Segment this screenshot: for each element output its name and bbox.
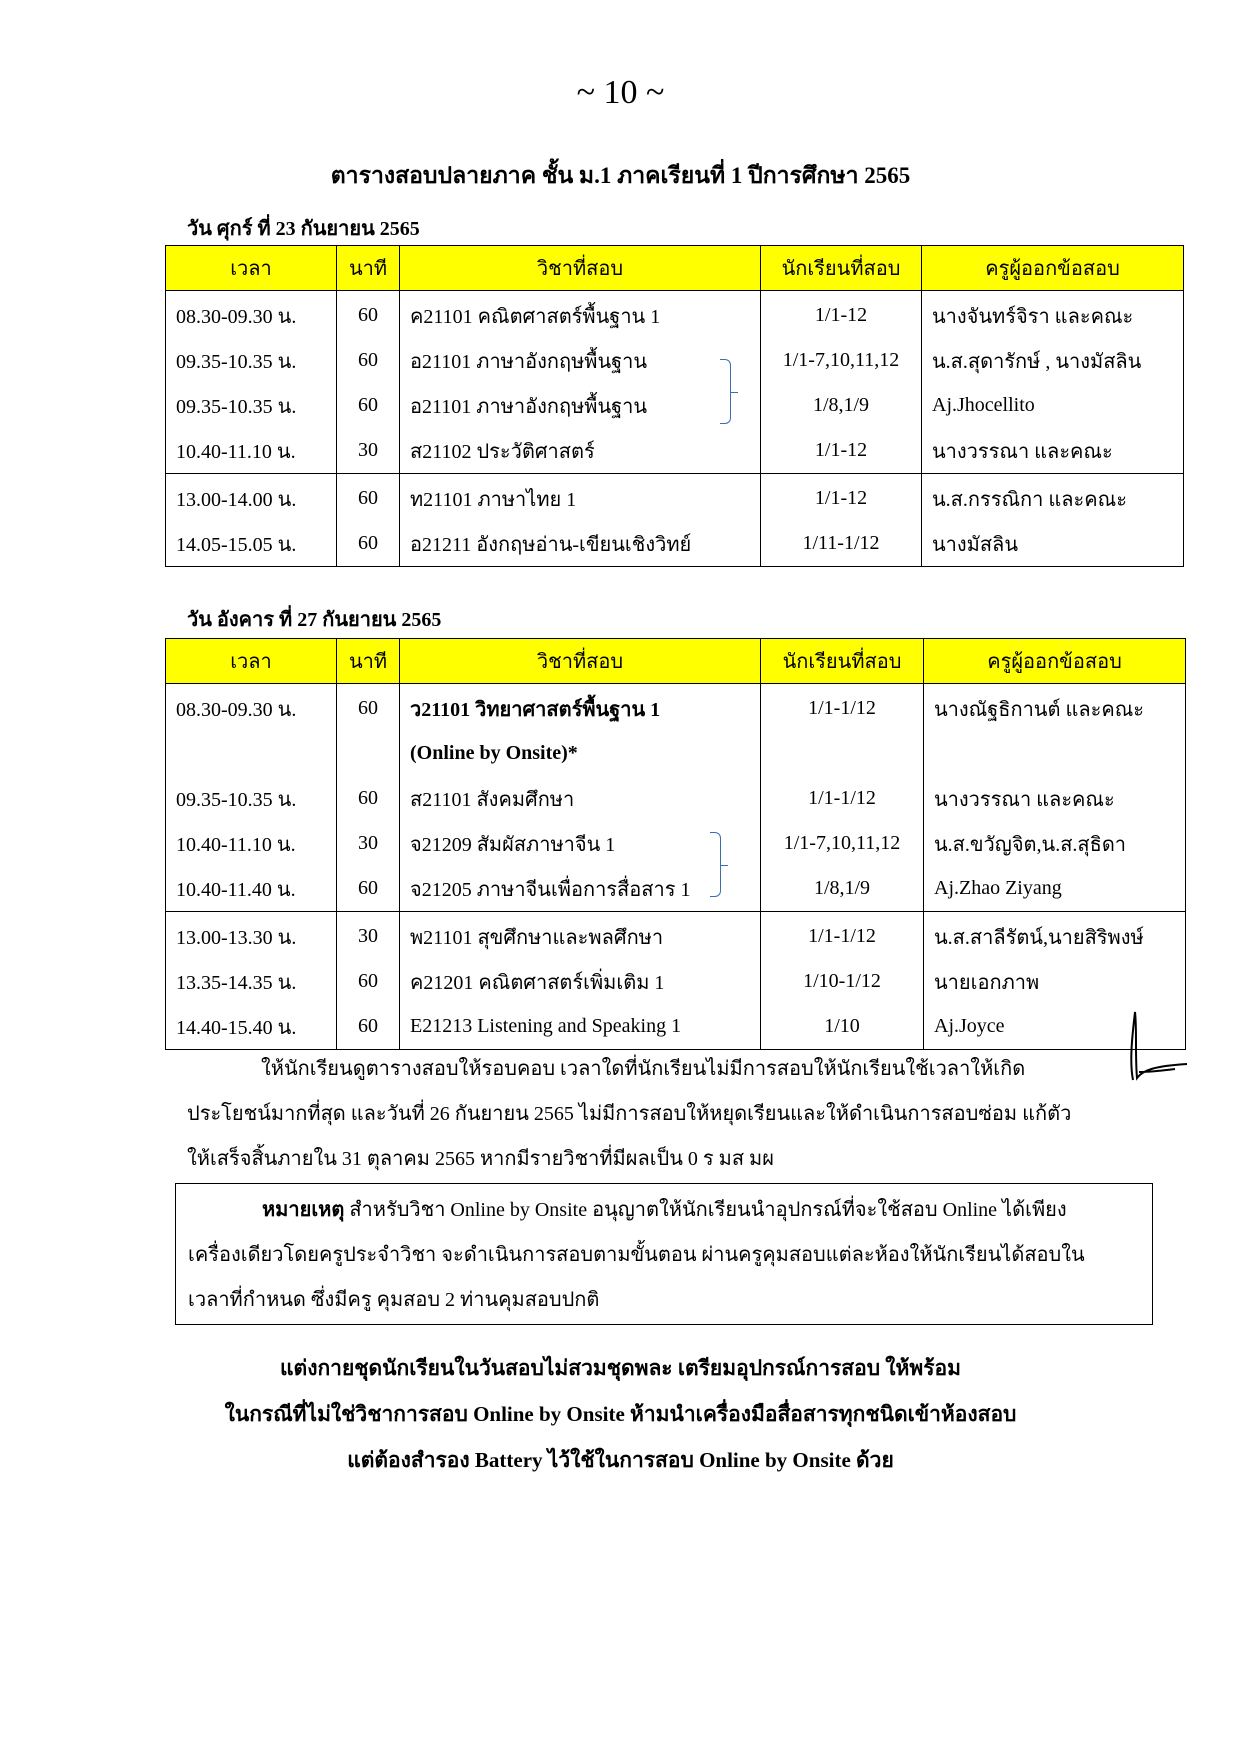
cell-time: 13.00-13.30 น. xyxy=(166,912,337,960)
footer-line: ในกรณีที่ไม่ใช่วิชาการสอบ Online by Onsite ห้ามนำเครื่องมือสื่อสารทุกชนิดเข้าห้องสอบ xyxy=(224,1402,1017,1426)
page-title: ตารางสอบปลายภาค ชั้น ม.1 ภาคเรียนที่ 1 ปีการศึกษา 2565 xyxy=(330,163,911,188)
cell-time: 13.35-14.35 น. xyxy=(166,959,337,1004)
notice-line: ให้เสร็จสิ้นภายใน 31 ตุลาคม 2565 หากมีรายวิชาที่มีผลเป็น 0 ร มส มผ xyxy=(187,1148,774,1170)
cell-cls: 1/1-12 xyxy=(761,474,922,522)
cell-subject: E21213 Listening and Speaking 1 xyxy=(400,1004,761,1050)
cell-min: 60 xyxy=(337,866,400,912)
cell-subject: อ21101 ภาษาอังกฤษพื้นฐาน xyxy=(400,383,761,428)
table-row xyxy=(166,731,1186,776)
table-row xyxy=(166,521,1184,567)
cell-teacher: นางวรรณา และคณะ xyxy=(924,776,1186,821)
cell-cls: 1/8,1/9 xyxy=(761,866,924,912)
cell-cls: 1/1-7,10,11,12 xyxy=(761,821,924,866)
table-row xyxy=(166,912,1186,960)
cell-time xyxy=(166,731,337,776)
notice-line: ให้นักเรียนดูตารางสอบให้รอบคอบ เวลาใดที่นักเรียนไม่มีการสอบให้นักเรียนใช้เวลาให้เกิด xyxy=(261,1058,1026,1080)
cell-teacher: Aj.Jhocellito xyxy=(922,383,1184,428)
remark-box xyxy=(175,1183,1153,1325)
cell-min: 30 xyxy=(337,821,400,866)
column-header: เวลา xyxy=(166,639,337,684)
cell-teacher xyxy=(924,731,1186,776)
notice-paragraph xyxy=(187,1047,1147,1182)
remark-text: เครื่องเดียวโดยครูประจำวิชา จะดำเนินการสอบตามขั้นตอน ผ่านครูคุมสอบแต่ละห้องให้นักเรียนได้สอบใน xyxy=(188,1244,1085,1266)
cell-min: 60 xyxy=(337,338,400,383)
exam-table-day2 xyxy=(165,638,1186,1050)
table-row xyxy=(166,821,1186,866)
table-row xyxy=(166,866,1186,912)
cell-min: 60 xyxy=(337,474,400,522)
column-header: วิชาที่สอบ xyxy=(400,246,761,291)
cell-cls: 1/1-1/12 xyxy=(761,684,924,732)
page-number: ~ 10 ~ xyxy=(576,74,665,111)
cell-subject: ท21101 ภาษาไทย 1 xyxy=(400,474,761,522)
table-row xyxy=(166,959,1186,1004)
table-row xyxy=(166,776,1186,821)
day1-heading: วัน ศุกร์ ที่ 23 กันยายน 2565 xyxy=(187,218,420,240)
footer-notes xyxy=(0,1345,1241,1483)
cell-teacher: นางวรรณา และคณะ xyxy=(922,428,1184,474)
cell-subject: ค21201 คณิตศาสตร์เพิ่มเติม 1 xyxy=(400,959,761,1004)
cell-min: 60 xyxy=(337,776,400,821)
footer-line: แต่งกายชุดนักเรียนในวันสอบไม่สวมชุดพละ เตรียมอุปกรณ์การสอบ ให้พร้อม xyxy=(280,1356,961,1380)
cell-min xyxy=(337,731,400,776)
table-row xyxy=(166,428,1184,474)
cell-subject: ส21101 สังคมศึกษา xyxy=(400,776,761,821)
notice-line: ประโยชน์มากที่สุด และวันที่ 26 กันยายน 2565 ไม่มีการสอบให้หยุดเรียนและให้ดำเนินการสอบซ่อม แก้ตัว xyxy=(187,1103,1072,1125)
cell-time: 10.40-11.40 น. xyxy=(166,866,337,912)
table-row xyxy=(166,291,1184,339)
cell-cls: 1/1-12 xyxy=(761,291,922,339)
cell-teacher: น.ส.กรรณิกา และคณะ xyxy=(922,474,1184,522)
table-row xyxy=(166,338,1184,383)
cell-subject: ว21101 วิทยาศาสตร์พื้นฐาน 1 xyxy=(400,684,761,732)
cell-teacher: น.ส.ขวัญจิต,น.ส.สุธิดา xyxy=(924,821,1186,866)
cell-time: 08.30-09.30 น. xyxy=(166,684,337,732)
cell-time: 10.40-11.10 น. xyxy=(166,428,337,474)
cell-min: 60 xyxy=(337,291,400,339)
column-header: วิชาที่สอบ xyxy=(400,639,761,684)
remark-text: สำหรับวิชา Online by Onsite อนุญาตให้นักเรียนนำอุปกรณ์ที่จะใช้สอบ Online ได้เพียง xyxy=(344,1199,1067,1221)
column-header: ครูผู้ออกข้อสอบ xyxy=(924,639,1186,684)
table-row xyxy=(166,1004,1186,1050)
cell-subject: อ21211 อังกฤษอ่าน-เขียนเชิงวิทย์ xyxy=(400,521,761,567)
cell-cls: 1/1-1/12 xyxy=(761,776,924,821)
cell-min: 60 xyxy=(337,383,400,428)
column-header: นักเรียนที่สอบ xyxy=(761,639,924,684)
cell-teacher: น.ส.สาลีรัตน์,นายสิริพงษ์ xyxy=(924,912,1186,960)
cell-teacher: นางมัสลิน xyxy=(922,521,1184,567)
table-row xyxy=(166,474,1184,522)
cell-time: 10.40-11.10 น. xyxy=(166,821,337,866)
cell-time: 09.35-10.35 น. xyxy=(166,383,337,428)
cell-subject: จ21205 ภาษาจีนเพื่อการสื่อสาร 1 xyxy=(400,866,761,912)
cell-subject: จ21209 สัมผัสภาษาจีน 1 xyxy=(400,821,761,866)
cell-teacher: Aj.Zhao Ziyang xyxy=(924,866,1186,912)
cell-time: 14.40-15.40 น. xyxy=(166,1004,337,1050)
cell-cls: 1/1-7,10,11,12 xyxy=(761,338,922,383)
table-row xyxy=(166,383,1184,428)
cell-time: 14.05-15.05 น. xyxy=(166,521,337,567)
cell-teacher: นางณัฐธิกานต์ และคณะ xyxy=(924,684,1186,732)
cell-cls: 1/10-1/12 xyxy=(761,959,924,1004)
table-row xyxy=(166,684,1186,732)
footer-line: แต่ต้องสำรอง Battery ไว้ใช้ในการสอบ Online by Onsite ด้วย xyxy=(347,1448,894,1472)
remark-text: เวลาที่กำหนด ซึ่งมีครู คุมสอบ 2 ท่านคุมสอบปกติ xyxy=(188,1289,600,1311)
cell-time: 09.35-10.35 น. xyxy=(166,776,337,821)
cell-subject: ส21102 ประวัติศาสตร์ xyxy=(400,428,761,474)
brace-icon xyxy=(710,832,721,897)
cell-time: 13.00-14.00 น. xyxy=(166,474,337,522)
day2-heading: วัน อังคาร ที่ 27 กันยายน 2565 xyxy=(187,609,442,631)
cell-subject: (Online by Onsite)* xyxy=(400,731,761,776)
cell-min: 30 xyxy=(337,428,400,474)
column-header: เวลา xyxy=(166,246,337,291)
cell-min: 60 xyxy=(337,959,400,1004)
cell-cls: 1/1-12 xyxy=(761,428,922,474)
cell-teacher: น.ส.สุดารักษ์ , นางมัสลิน xyxy=(922,338,1184,383)
cell-teacher: Aj.Joyce xyxy=(924,1004,1186,1050)
cell-time: 08.30-09.30 น. xyxy=(166,291,337,339)
cell-cls: 1/1-1/12 xyxy=(761,912,924,960)
cell-cls xyxy=(761,731,924,776)
cell-min: 60 xyxy=(337,1004,400,1050)
cell-cls: 1/10 xyxy=(761,1004,924,1050)
cell-time: 09.35-10.35 น. xyxy=(166,338,337,383)
cell-min: 60 xyxy=(337,521,400,567)
cell-subject: ค21101 คณิตศาสตร์พื้นฐาน 1 xyxy=(400,291,761,339)
cell-min: 30 xyxy=(337,912,400,960)
column-header: นาที xyxy=(337,639,400,684)
cell-cls: 1/11-1/12 xyxy=(761,521,922,567)
cell-teacher: นางจันทร์จิรา และคณะ xyxy=(922,291,1184,339)
cell-cls: 1/8,1/9 xyxy=(761,383,922,428)
column-header: นักเรียนที่สอบ xyxy=(761,246,922,291)
cell-teacher: นายเอกภาพ xyxy=(924,959,1186,1004)
cell-min: 60 xyxy=(337,684,400,732)
remark-label: หมายเหตุ xyxy=(262,1199,345,1221)
brace-icon xyxy=(720,359,731,424)
cell-subject: พ21101 สุขศึกษาและพลศึกษา xyxy=(400,912,761,960)
column-header: นาที xyxy=(337,246,400,291)
exam-table-day1 xyxy=(165,245,1184,567)
cell-subject: อ21101 ภาษาอังกฤษพื้นฐาน xyxy=(400,338,761,383)
column-header: ครูผู้ออกข้อสอบ xyxy=(922,246,1184,291)
